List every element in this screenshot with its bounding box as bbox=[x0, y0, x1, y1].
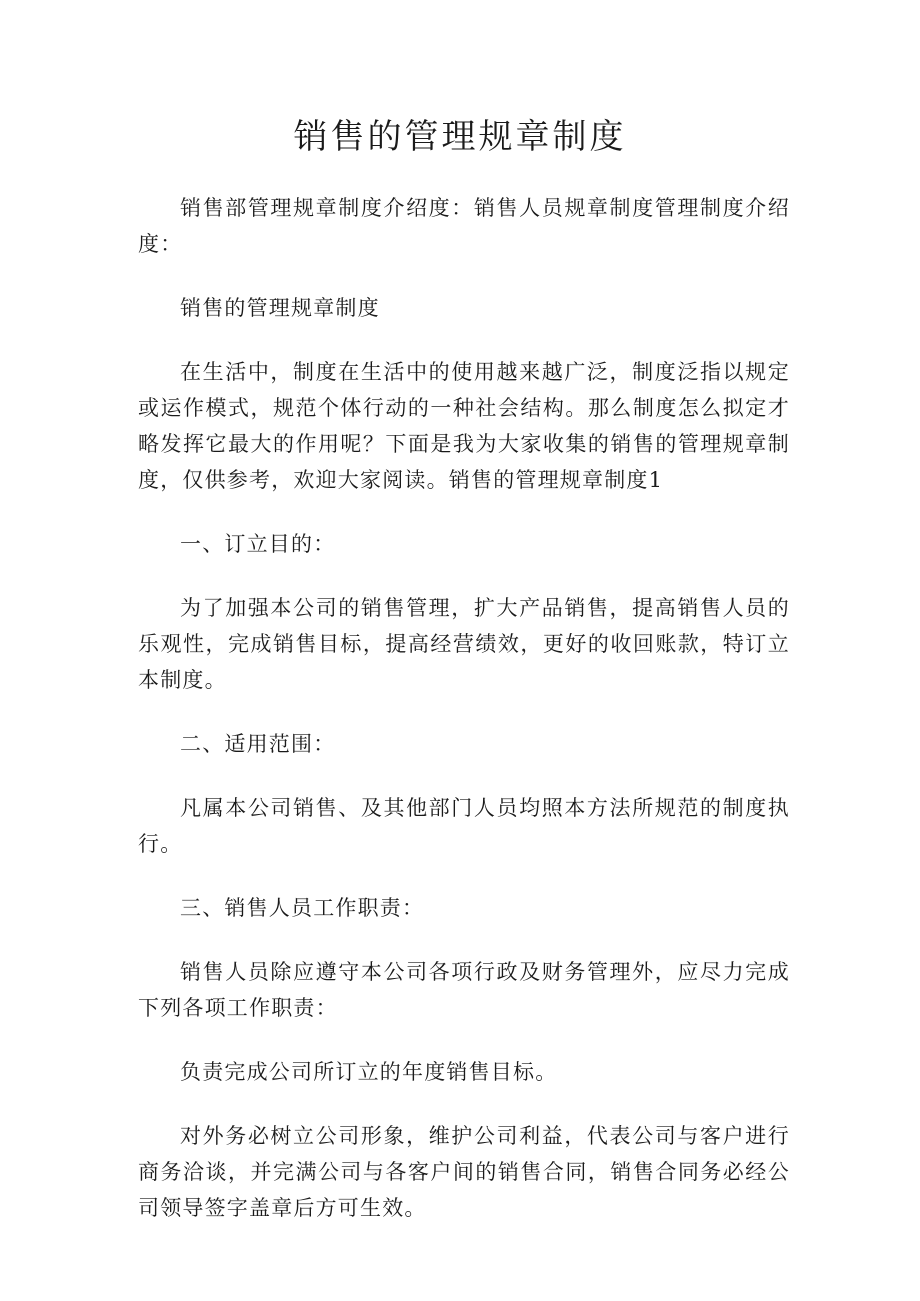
document-title: 销售的管理规章制度 bbox=[293, 117, 627, 157]
duties-intro-paragraph: 销售人员除应遵守本公司各项行政及财务管理外，应尽力完成下列各项工作职责： bbox=[138, 960, 790, 1020]
section-heading-duties: 三、销售人员工作职责： bbox=[180, 896, 425, 920]
intro-line: 销售部管理规章制度介绍度：销售人员规章制度管理制度介绍度： bbox=[138, 196, 790, 256]
section-heading-scope: 二、适用范围： bbox=[180, 732, 336, 756]
duty-item-targets: 负责完成公司所订立的年度销售目标。 bbox=[180, 1060, 558, 1084]
section-heading-purpose: 一、订立目的： bbox=[180, 532, 336, 556]
preface-paragraph: 在生活中，制度在生活中的使用越来越广泛，制度泛指以规定或运作模式，规范个体行动的一种社会结构。那么制度怎么拟定才略发挥它最大的作用呢？下面是我为大家收集的销售的管理规章制度，仅供参考，欢迎大家阅读。销售的管理规章制度1 bbox=[138, 360, 790, 492]
document-body bbox=[138, 190, 790, 1254]
duty-item-image: 对外务必树立公司形象，维护公司利益，代表公司与客户进行商务洽谈，并完满公司与各客户间的销售合同，销售合同务必经公司领导签字盖章后方可生效。 bbox=[138, 1124, 790, 1220]
scope-paragraph: 凡属本公司销售、及其他部门人员均照本方法所规范的制度执行。 bbox=[138, 796, 790, 856]
purpose-paragraph: 为了加强本公司的销售管理，扩大产品销售，提高销售人员的乐观性，完成销售目标，提高经营绩效，更好的收回账款，特订立本制度。 bbox=[138, 596, 790, 692]
subtitle-line: 销售的管理规章制度 bbox=[180, 296, 380, 320]
